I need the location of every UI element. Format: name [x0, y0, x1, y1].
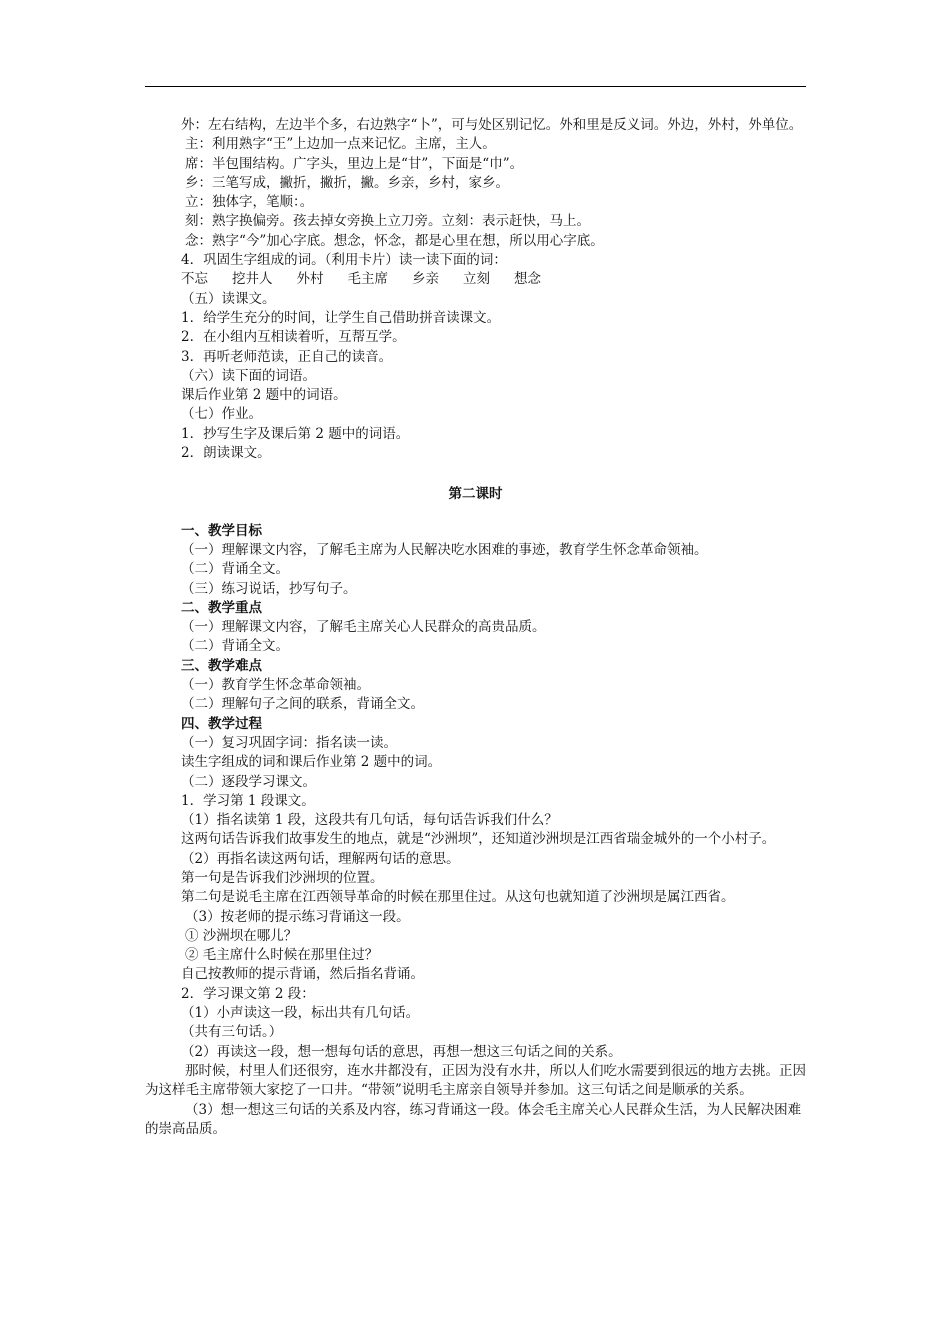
paragraph: 外：左右结构，左边半个多，右边熟字“卜”，可与处区别记忆。外和里是反义词。外边，外村，外单位。 [181, 117, 803, 133]
paragraph: 立：独体字，笔顺：。 [185, 194, 314, 211]
vocabulary-word: 不忘 [181, 271, 208, 288]
paragraph: 2．朗读课文。 [181, 445, 271, 462]
paragraph: （3）想一想这三句话的关系及内容，练习背诵这一段。体会毛主席关心人民群众生活，为人民解决困难的崇高品质。 [145, 1101, 802, 1137]
vocabulary-word-list [145, 270, 806, 289]
paragraph: （3）按老师的提示练习背诵这一段。 [185, 908, 410, 925]
document-body [145, 116, 806, 1139]
paragraph: （1）小声读这一段，标出共有几句话。 [181, 1005, 420, 1022]
paragraph: 刻：熟字换偏旁。孩去掉女旁换上立刀旁。立刻：表示赶快，马上。 [185, 213, 590, 230]
paragraph: （一）复习巩固字词：指名读一读。 [181, 734, 397, 751]
header-rule [145, 86, 806, 87]
section-heading: 一、教学目标 [181, 522, 262, 539]
paragraph: （一）教育学生怀念革命领袖。 [181, 677, 370, 694]
paragraph: （七）作业。 [181, 406, 262, 423]
paragraph: （1）指名读第 1 段，这段共有几句话，每句话告诉我们什么？ [181, 812, 558, 829]
paragraph: 席：半包围结构。广字头，里边上是“甘”，下面是“巾”。 [185, 155, 524, 172]
section-heading: 四、教学过程 [181, 715, 262, 732]
lesson-one-steps [145, 290, 806, 464]
paragraph: 第二句是说毛主席在江西领导革命的时候在那里住过。从这句也就知道了沙洲坝是属江西省。 [181, 889, 735, 906]
vocabulary-word: 乡亲 [412, 271, 439, 288]
section-heading: 三、教学难点 [181, 657, 262, 674]
paragraph: 乡：三笔写成，撇折，撇折，撇。乡亲，乡村，家乡。 [185, 174, 509, 191]
vocabulary-word: 外村 [296, 271, 324, 288]
paragraph: （二）背诵全文。 [181, 561, 289, 578]
paragraph: ① 沙洲坝在哪儿？ [185, 927, 298, 944]
section-title: 第二课时 [448, 486, 503, 503]
lesson-two-section [145, 522, 806, 1140]
paragraph: 3．再听老师范读，正自己的读音。 [181, 348, 393, 365]
lesson-one-section [145, 116, 806, 270]
paragraph: （共有三句话。） [181, 1024, 283, 1041]
paragraph: 那时候，村里人们还很穷，连水井都没有，正因为没有水井，所以人们吃水需要到很远的地方去挑。正因为这样毛主席带领大家挖了一口井。“带领”说明毛主席亲自领导并参加。这三句话之间是顺承的关系。 [145, 1062, 806, 1099]
vocabulary-word: 立刻 [463, 271, 490, 288]
paragraph: 主：利用熟字“王”上边加一点来记忆。主席，主人。 [185, 136, 496, 153]
paragraph: （二）理解句子之间的联系，背诵全文。 [181, 696, 424, 713]
paragraph: 念：熟字“今”加心字底。想念，怀念，都是心里在想，所以用心字底。 [185, 232, 604, 249]
paragraph: （一）理解课文内容，了解毛主席关心人民群众的高贵品质。 [181, 619, 546, 636]
paragraph: 这两句话告诉我们故事发生的地点，就是“沙洲坝”，还知道沙洲坝是江西省瑞金城外的一个小村子。 [181, 831, 776, 848]
paragraph: （一）理解课文内容，了解毛主席为人民解决吃水困难的事迹，教育学生怀念革命领袖。 [181, 541, 708, 558]
paragraph: （二）逐段学习课文。 [181, 773, 316, 790]
paragraph: 1．学习第 1 段课文。 [181, 792, 315, 809]
paragraph: （三）练习说话，抄写句子。 [181, 580, 357, 597]
vocabulary-word: 挖井人 [232, 271, 273, 288]
paragraph: 1．给学生充分的时间，让学生自己借助拼音读课文。 [181, 309, 501, 326]
paragraph: （六）读下面的词语。 [181, 367, 316, 384]
paragraph: 读生字组成的词和课后作业第 2 题中的词。 [181, 754, 442, 771]
paragraph: （二）背诵全文。 [181, 638, 289, 655]
paragraph: ② 毛主席什么时候在那里住过？ [185, 947, 379, 964]
paragraph: 自己按教师的提示背诵，然后指名背诵。 [181, 966, 424, 983]
paragraph: （2）再指名读这两句话，理解两句话的意思。 [181, 850, 460, 867]
paragraph: 4．巩固生字组成的词。（利用卡片）读一读下面的词： [181, 252, 507, 269]
paragraph: （五）读课文。 [181, 290, 276, 307]
vocabulary-word: 毛主席 [347, 271, 388, 288]
paragraph: 课后作业第 2 题中的词语。 [181, 387, 347, 404]
vocabulary-word: 想念 [514, 271, 541, 288]
paragraph: 2．学习课文第 2 段： [181, 985, 315, 1002]
paragraph: 第一句是告诉我们沙洲坝的位置。 [181, 869, 384, 886]
paragraph: 2．在小组内互相读着听，互帮互学。 [181, 329, 406, 346]
paragraph: （2）再读这一段，想一想每句话的意思，再想一想这三句话之间的关系。 [181, 1043, 622, 1060]
paragraph: 1．抄写生字及课后第 2 题中的词语。 [181, 425, 410, 442]
section-heading: 二、教学重点 [181, 599, 262, 616]
